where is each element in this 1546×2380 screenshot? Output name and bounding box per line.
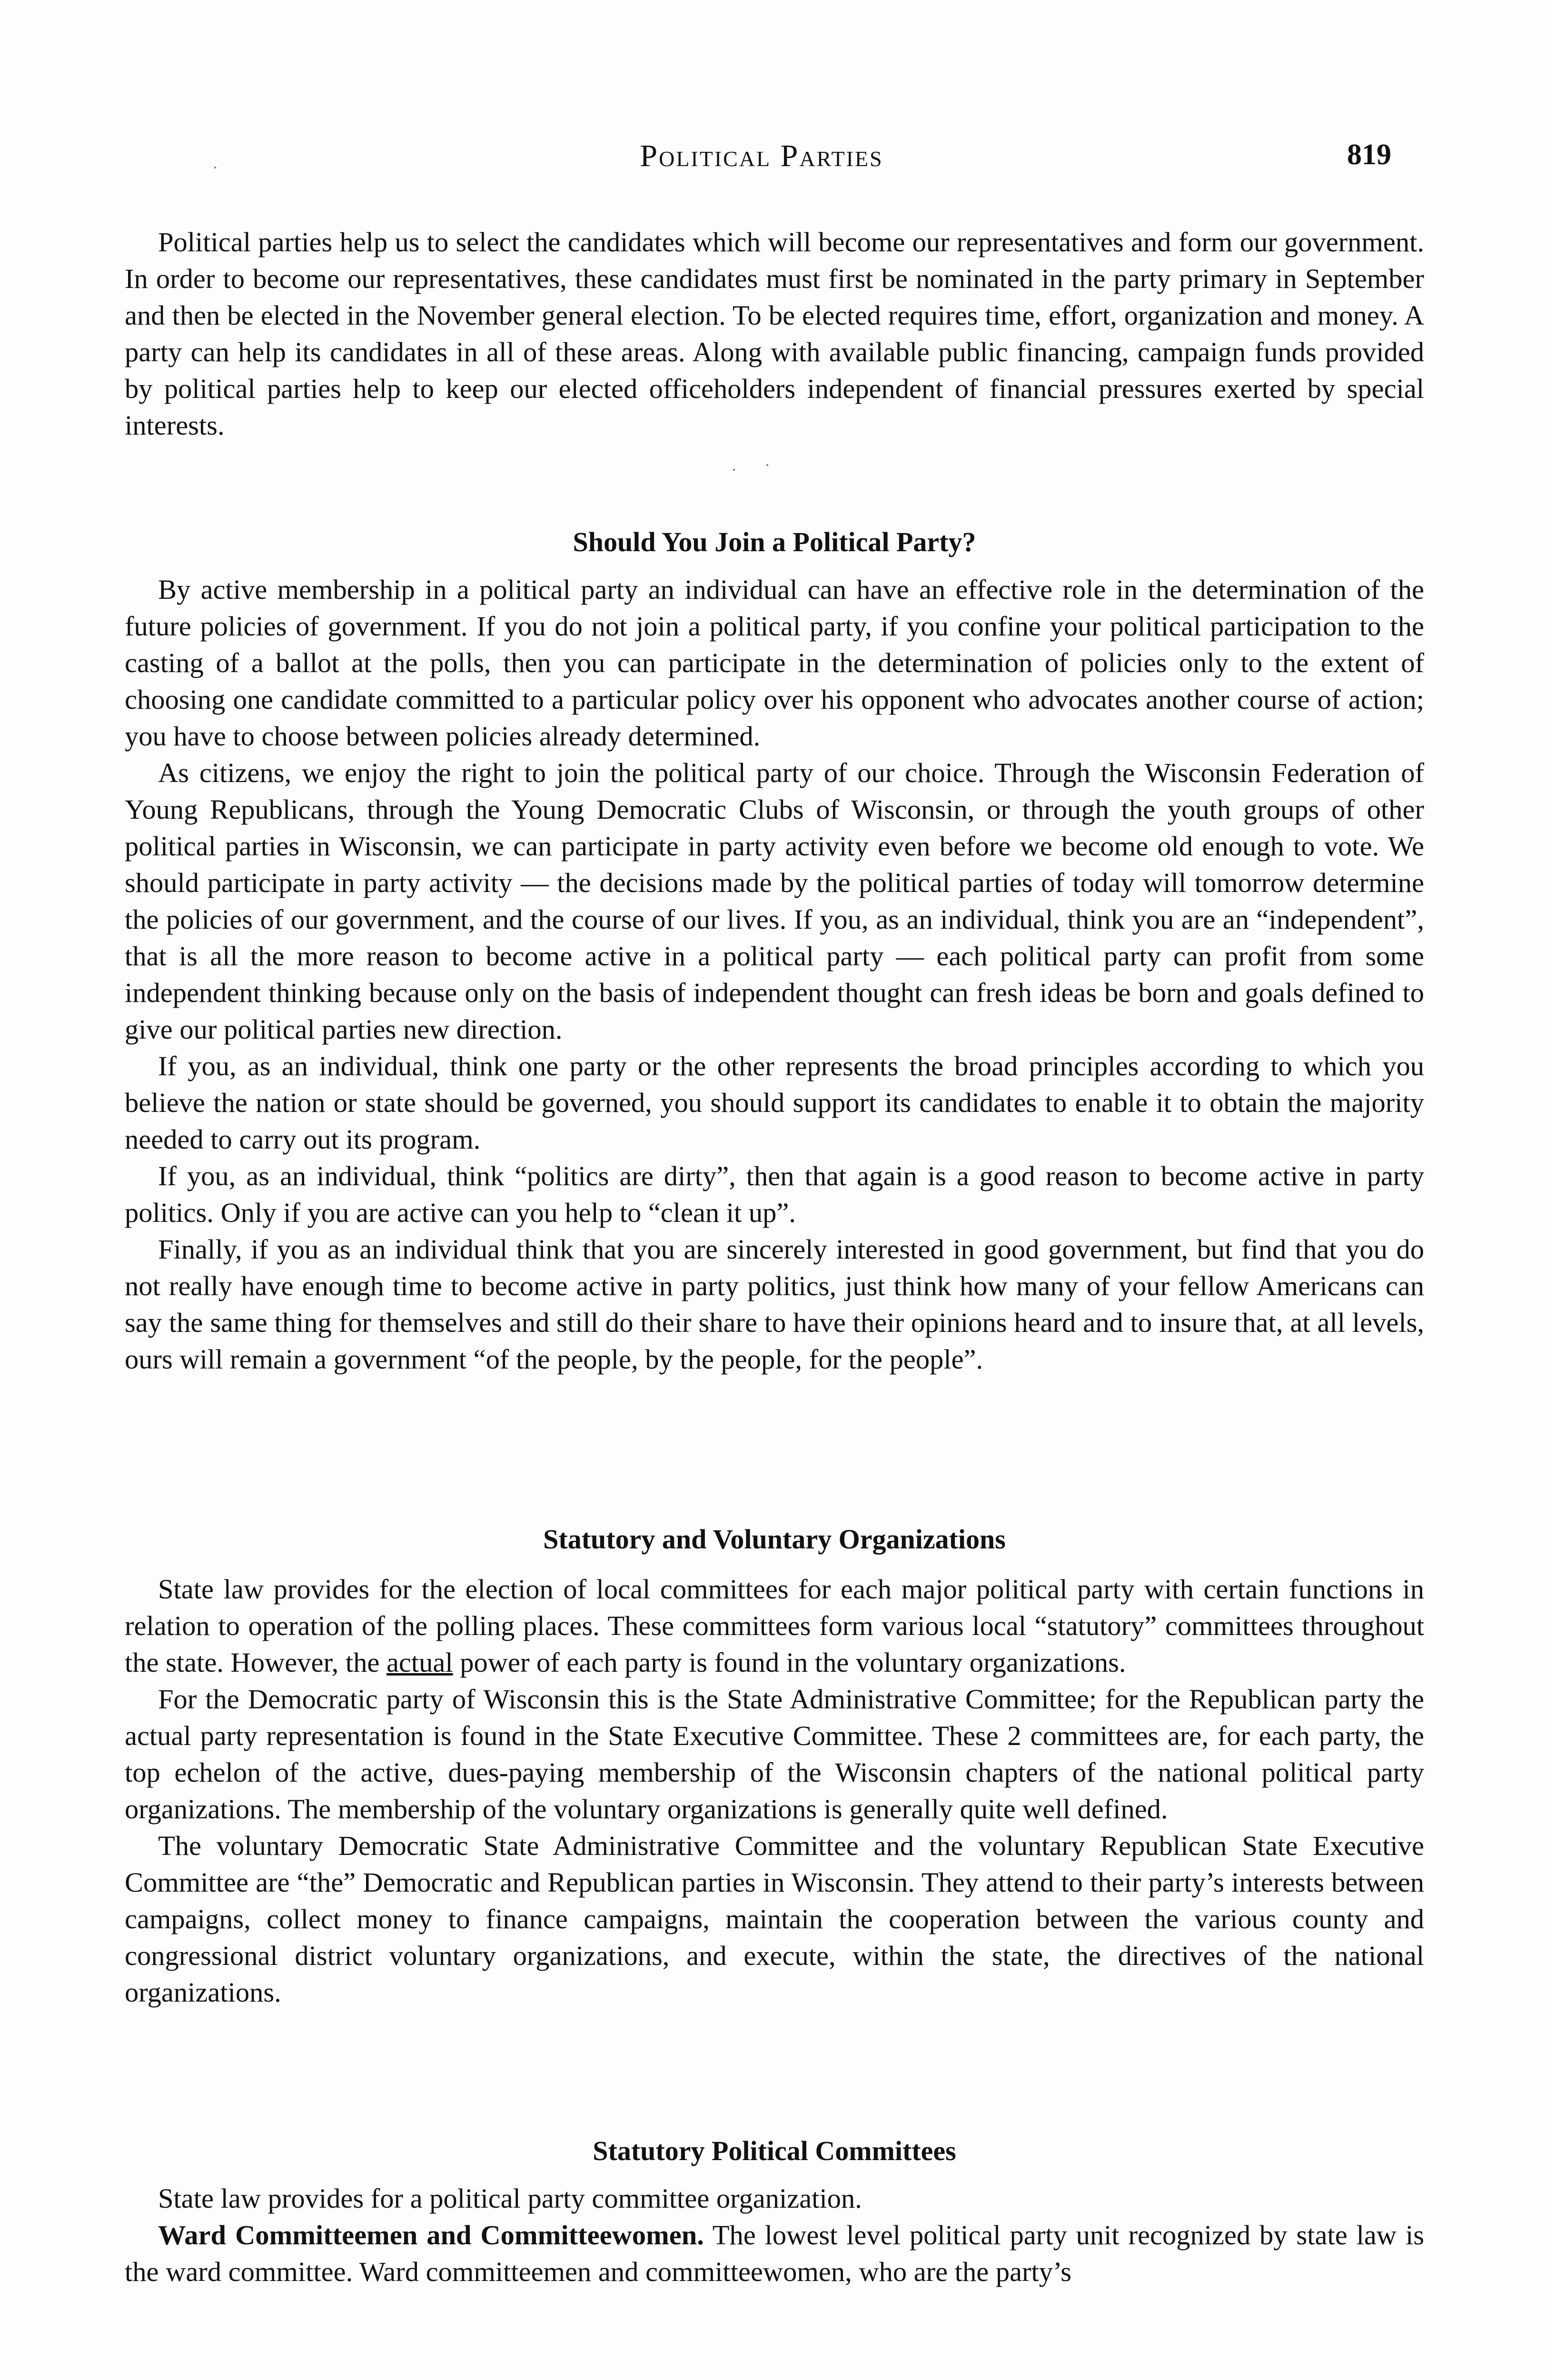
paragraph: For the Democratic party of Wisconsin this is the State Administrative Committee; for the Republican party the actual party representation is found in the State Executive Committee. These 2 committees are, for each party, the top echelon of the active, dues-paying membership of the Wisconsin chapters of the national political party organizations. The membership of the voluntary organizations is generally quite well defined. bbox=[125, 1684, 1424, 1825]
paragraph bbox=[125, 1571, 1424, 1681]
subheading-inline: Ward Committeemen and Committeewomen. bbox=[158, 2220, 704, 2251]
heading-should-you-join: Should You Join a Political Party? bbox=[573, 526, 976, 557]
section-join-body bbox=[125, 571, 1424, 1378]
running-header: Political Parties bbox=[640, 139, 883, 173]
page-number: 819 bbox=[1347, 139, 1391, 171]
intro-section bbox=[125, 224, 1424, 444]
scan-speck bbox=[733, 469, 735, 471]
intro-paragraph: Political parties help us to select the candidates which will become our representatives and form our government. In order to become our representatives, these candidates must first be nominated in the party primary in September and then be elected in the November general election. To be elected requires time, effort, organization and money. A party can help its candidates in all of these areas. Along with available public financing, campaign funds provided by political parties help to keep our elected officeholders independent of financial pressures exerted by special interests. bbox=[125, 227, 1424, 441]
text-span: power of each party is found in the voluntary organizations. bbox=[453, 1647, 1126, 1678]
text-span: The lowest level political party unit recognized by state law is the ward committee. Ward committeemen and committeewomen, who are the party’s bbox=[125, 2220, 1424, 2287]
paragraph: If you, as an individual, think “politics are dirty”, then that again is a good reason to become active in party politics. Only if you are active can you help to “clean it up”. bbox=[125, 1160, 1424, 1228]
underlined-word: actual bbox=[386, 1647, 453, 1678]
paragraph bbox=[125, 2217, 1424, 2290]
heading-statutory-voluntary: Statutory and Voluntary Organizations bbox=[543, 1524, 1006, 1555]
section-statutory-voluntary-body bbox=[125, 1571, 1424, 2011]
heading-statutory-committees: Statutory Political Committees bbox=[593, 2135, 956, 2166]
scan-speck bbox=[766, 464, 768, 466]
paragraph: By active membership in a political party an individual can have an effective role in the determination of the future policies of government. If you do not join a political party, if you confine your political participation to the casting of a ballot at the polls, then you can participate in the determination of policies only to the extent of choosing one candidate committed to a particular policy over his opponent who advocates another course of action; you have to choose between policies already determined. bbox=[125, 574, 1424, 752]
paragraph: The voluntary Democratic State Administrative Committee and the voluntary Republican State Executive Committee are “the” Democratic and Republican parties in Wisconsin. They attend to their party’s interests between campaigns, collect money to finance campaigns, maintain the cooperation between the various county and congressional district voluntary organizations, and execute, within the state, the directives of the national organizations. bbox=[125, 1830, 1424, 2008]
section-statutory-committees-body bbox=[125, 2180, 1424, 2290]
paragraph: Finally, if you as an individual think that you are sincerely interested in good government, but find that you do not really have enough time to become active in party politics, just think how many of your fellow Americans can say the same thing for themselves and still do their share to have their opinions heard and to insure that, at all levels, ours will remain a government “of the people, by the people, for the people”. bbox=[125, 1234, 1424, 1375]
paragraph: As citizens, we enjoy the right to join the political party of our choice. Through the Wisconsin Federation of Young Republicans, through the Young Democratic Clubs of Wisconsin, or through the youth groups of other political parties in Wisconsin, we can participate in party activity even before we become old enough to vote. We should participate in party activity — the decisions made by the political parties of today will tomorrow determine the policies of our government, and the course of our lives. If you, as an individual, think you are an “independent”, that is all the more reason to become active in a political party — each political party can profit from some independent thinking because only on the basis of independent thought can fresh ideas be born and goals defined to give our political parties new direction. bbox=[125, 757, 1424, 1045]
text-span: State law provides for the election of local committees for each major political party with certain functions in relation to operation of the polling places. These committees form various local “statutory” committees throughout the state. However, the bbox=[125, 1574, 1424, 1678]
scan-speck bbox=[214, 167, 216, 169]
paragraph: If you, as an individual, think one party or the other represents the broad principles according to which you believe the nation or state should be governed, you should support its candidates to enable it to obtain the majority needed to carry out its program. bbox=[125, 1051, 1424, 1155]
paragraph: State law provides for a political party committee organization. bbox=[158, 2183, 862, 2214]
